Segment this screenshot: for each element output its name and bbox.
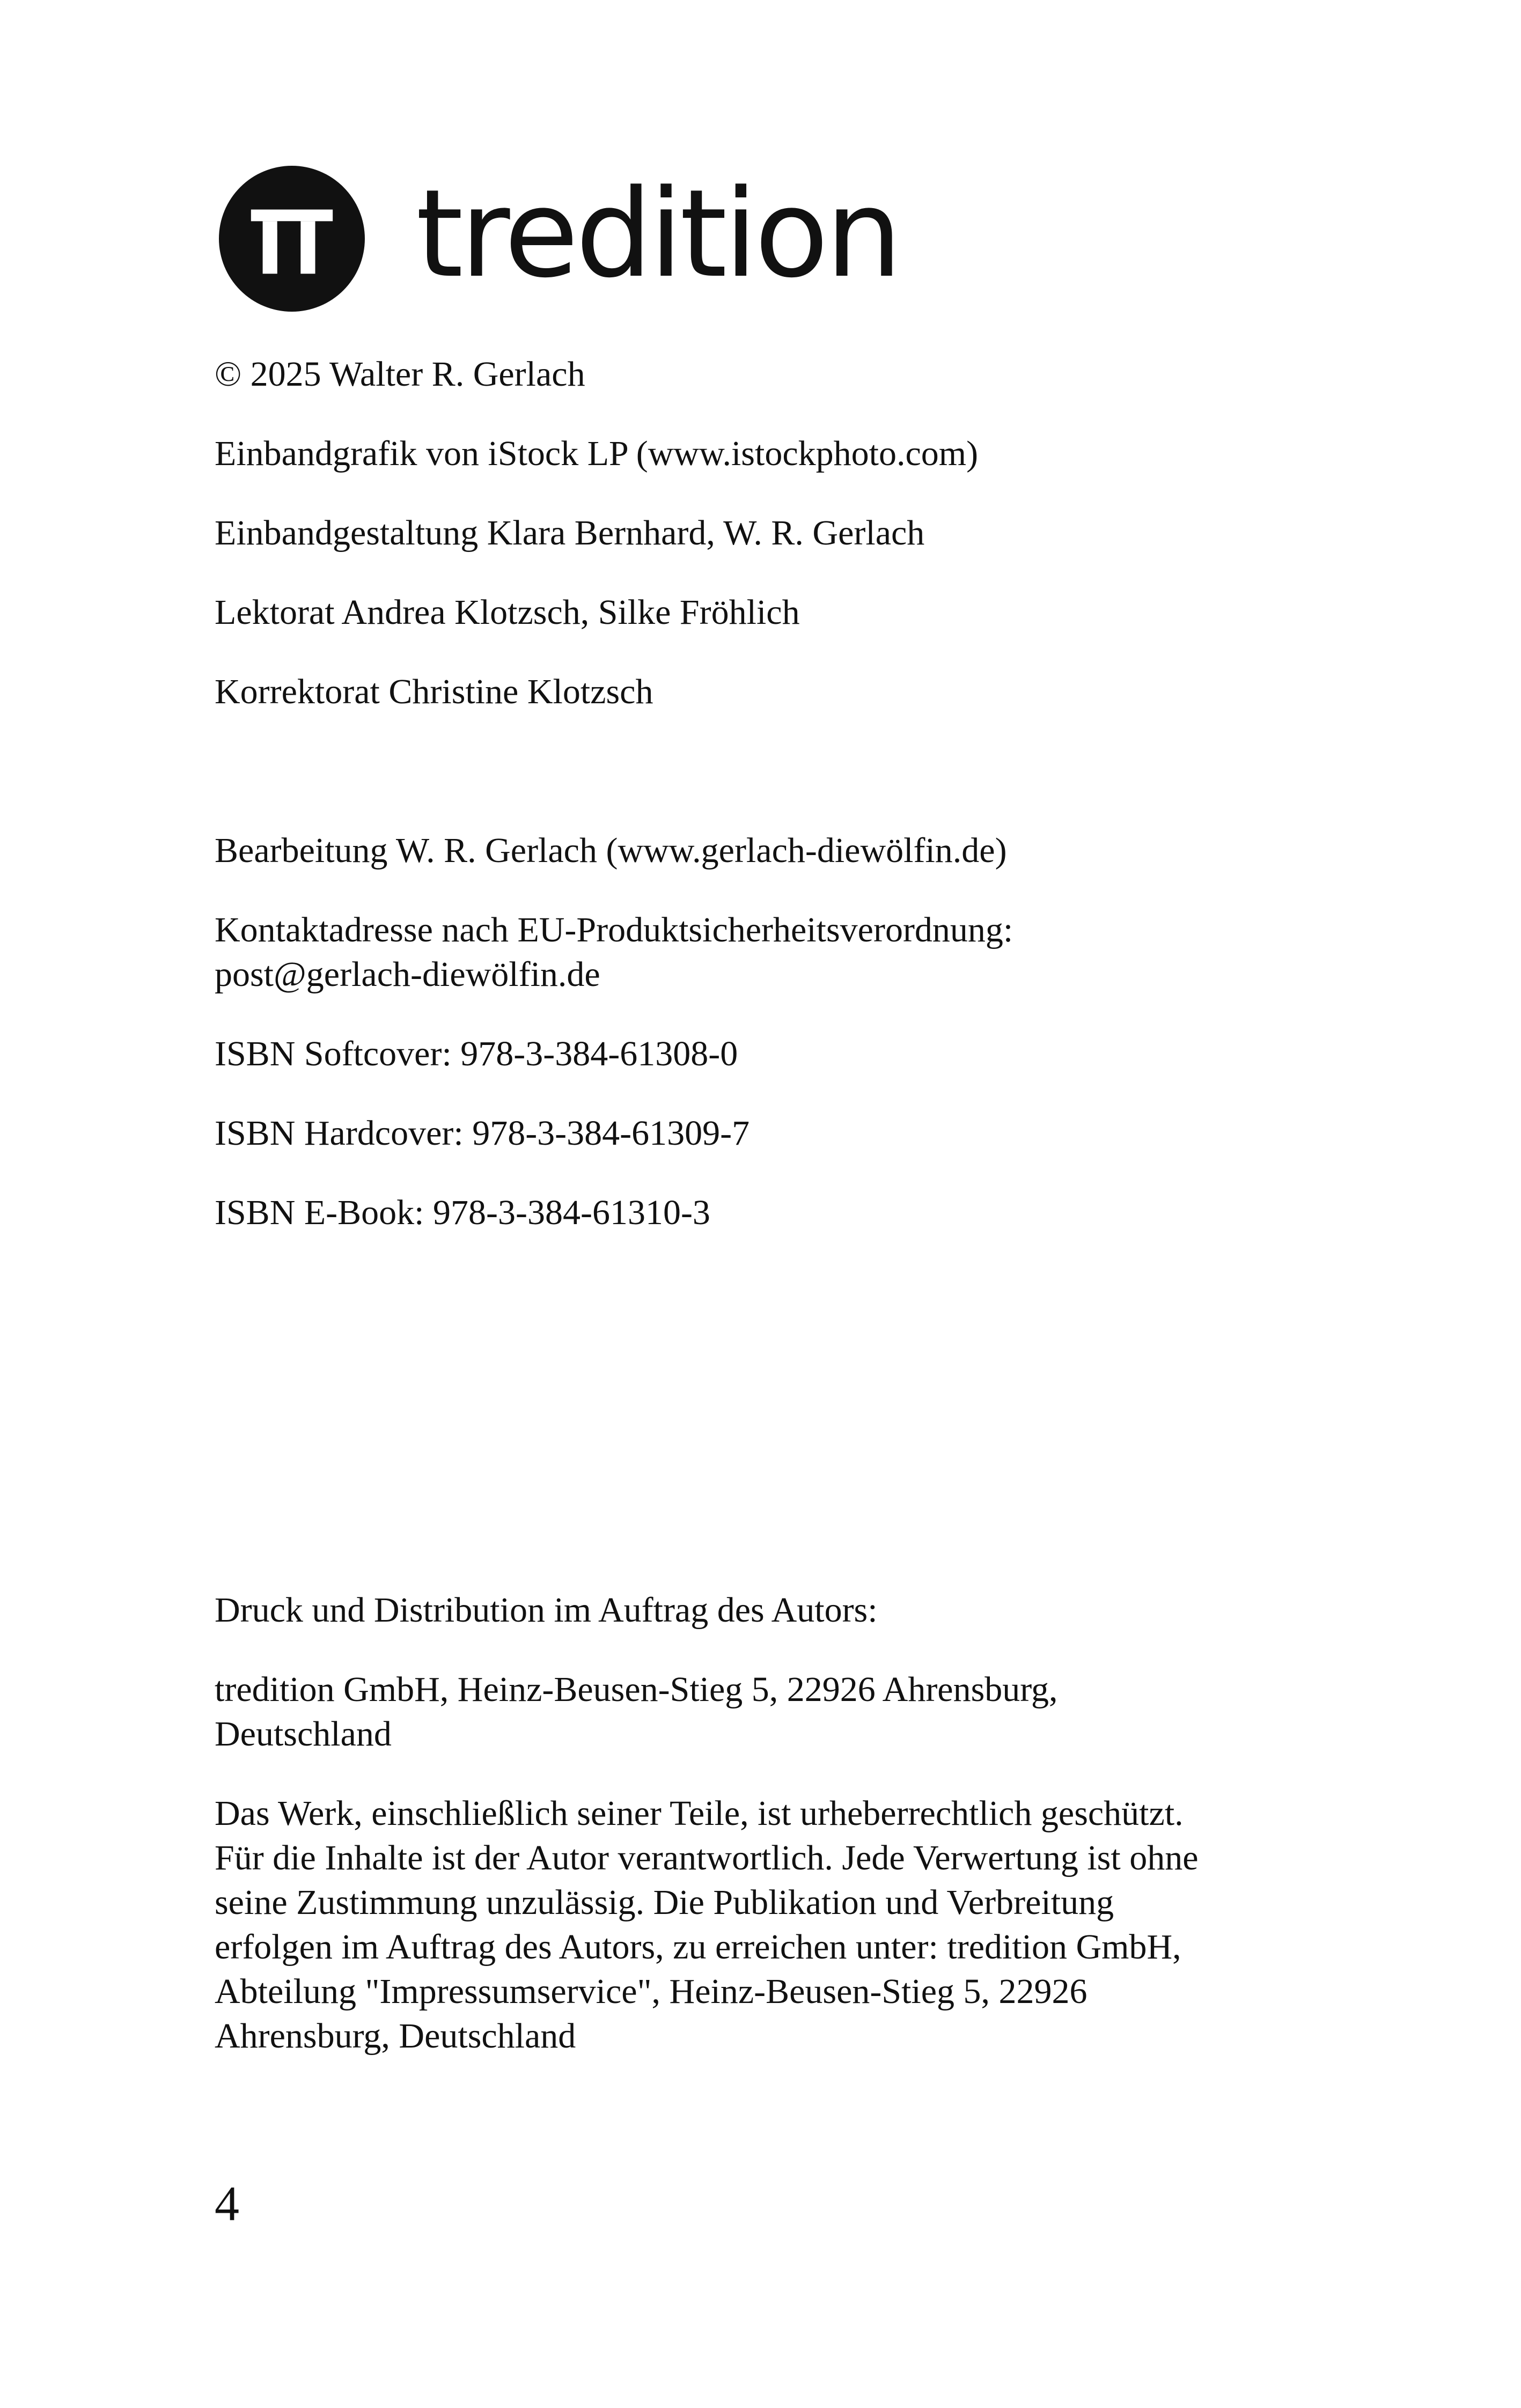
page-number: 4 <box>215 2176 239 2231</box>
address-line: Deutschland <box>215 1714 392 1754</box>
publisher-logo <box>219 164 899 314</box>
contact-email: post@gerlach-diewölfin.de <box>215 955 600 994</box>
isbn-softcover: ISBN Softcover: 978-3-384-61308-0 <box>215 1034 738 1073</box>
distribution-heading: Druck und Distribution im Auftrag des Autors: <box>215 1590 878 1630</box>
tredition-logo-icon <box>219 166 365 312</box>
isbn-hardcover: ISBN Hardcover: 978-3-384-61309-7 <box>215 1114 750 1153</box>
address-line: tredition GmbH, Heinz-Beusen-Stieg 5, 22926 Ahrensburg, <box>215 1670 1058 1709</box>
legal-line: Für die Inhalte ist der Autor verantwortlich. Jede Verwertung ist ohne <box>215 1838 1199 1877</box>
editing-line: Lektorat Andrea Klotzsch, Silke Fröhlich <box>215 593 800 632</box>
legal-line: Abteilung "Impressumservice", Heinz-Beusen-Stieg 5, 22926 <box>215 1972 1088 2011</box>
contact-block <box>215 908 1352 997</box>
proofreading-line: Korrektorat Christine Klotzsch <box>215 672 653 711</box>
contact-label: Kontaktadresse nach EU-Produktsicherheitsverordnung: <box>215 910 1013 949</box>
cover-design-line: Einbandgestaltung Klara Bernhard, W. R. Gerlach <box>215 513 925 553</box>
cover-graphic-line: Einbandgrafik von iStock LP (www.istockphoto.com) <box>215 434 979 473</box>
distribution-address <box>215 1667 1352 1756</box>
processing-line: Bearbeitung W. R. Gerlach (www.gerlach-diewölfin.de) <box>215 831 1007 870</box>
legal-notice <box>215 1791 1352 2058</box>
legal-line: Ahrensburg, Deutschland <box>215 2016 576 2056</box>
copyright-line: © 2025 Walter R. Gerlach <box>215 355 585 394</box>
publisher-wordmark: tredition <box>416 164 899 305</box>
legal-line: seine Zustimmung unzulässig. Die Publikation und Verbreitung <box>215 1883 1114 1922</box>
legal-line: erfolgen im Auftrag des Autors, zu erreichen unter: tredition GmbH, <box>215 1927 1181 1967</box>
legal-line: Das Werk, einschließlich seiner Teile, ist urheberrechtlich geschützt. <box>215 1794 1184 1833</box>
isbn-ebook: ISBN E-Book: 978-3-384-61310-3 <box>215 1193 710 1232</box>
